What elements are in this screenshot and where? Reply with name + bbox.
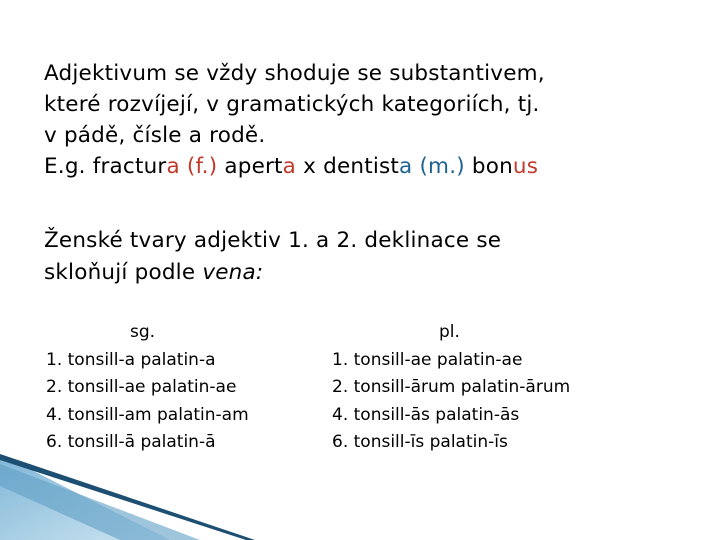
- plural-row: 4. tonsill-ās palatin-ās: [332, 404, 520, 425]
- masc-adj-stem: bon: [471, 154, 513, 179]
- singular-row: 4. tonsill-am palatin-am: [46, 404, 249, 425]
- model-word: vena:: [202, 260, 264, 285]
- corner-decoration: [0, 440, 260, 540]
- plural-row: 6. tonsill-īs palatin-īs: [332, 432, 508, 452]
- masc-noun-ending: a: [399, 154, 413, 179]
- paragraph1-line2: které rozvíjejí, v gramatických kategoriích, tj.: [44, 92, 540, 117]
- example-prefix: E.g. fractur: [44, 154, 167, 179]
- masc-adj-ending: us: [512, 154, 539, 179]
- plural-heading: pl.: [439, 322, 460, 342]
- fem-tag: (f.): [186, 154, 218, 179]
- fem-noun-ending: a: [166, 154, 180, 179]
- singular-row: 2. tonsill-ae palatin-ae: [46, 377, 237, 397]
- singular-row: 6. tonsill-ā palatin-ā: [46, 432, 216, 452]
- example-separator: x: [303, 154, 317, 179]
- paragraph1-line3: v pádě, čísle a rodě.: [44, 123, 266, 148]
- masc-tag: (m.): [419, 154, 465, 179]
- singular-row: 1. tonsill-a palatin-a: [46, 349, 216, 370]
- plural-row: 1. tonsill-ae palatin-ae: [332, 349, 523, 370]
- plural-row: 2. tonsill-ārum palatin-ārum: [332, 377, 571, 397]
- plural-column: [332, 319, 570, 457]
- singular-column: [46, 319, 249, 457]
- agreement-paragraph: [44, 58, 684, 182]
- fem-adj-ending: a: [282, 154, 297, 179]
- masc-noun-stem: dentist: [323, 154, 400, 179]
- paragraph2-line2-prefix: skloňují podle: [44, 260, 196, 285]
- fem-adj-stem: apert: [224, 154, 283, 179]
- singular-heading: sg.: [130, 322, 156, 342]
- paragraph2-line2: [44, 257, 684, 289]
- example-line: [44, 151, 684, 182]
- paragraph2-line1: Ženské tvary adjektiv 1. a 2. deklinace se: [44, 228, 502, 253]
- feminine-forms-paragraph: [44, 225, 684, 289]
- paragraph1-line1: Adjektivum se vždy shoduje se substantivem,: [44, 61, 545, 86]
